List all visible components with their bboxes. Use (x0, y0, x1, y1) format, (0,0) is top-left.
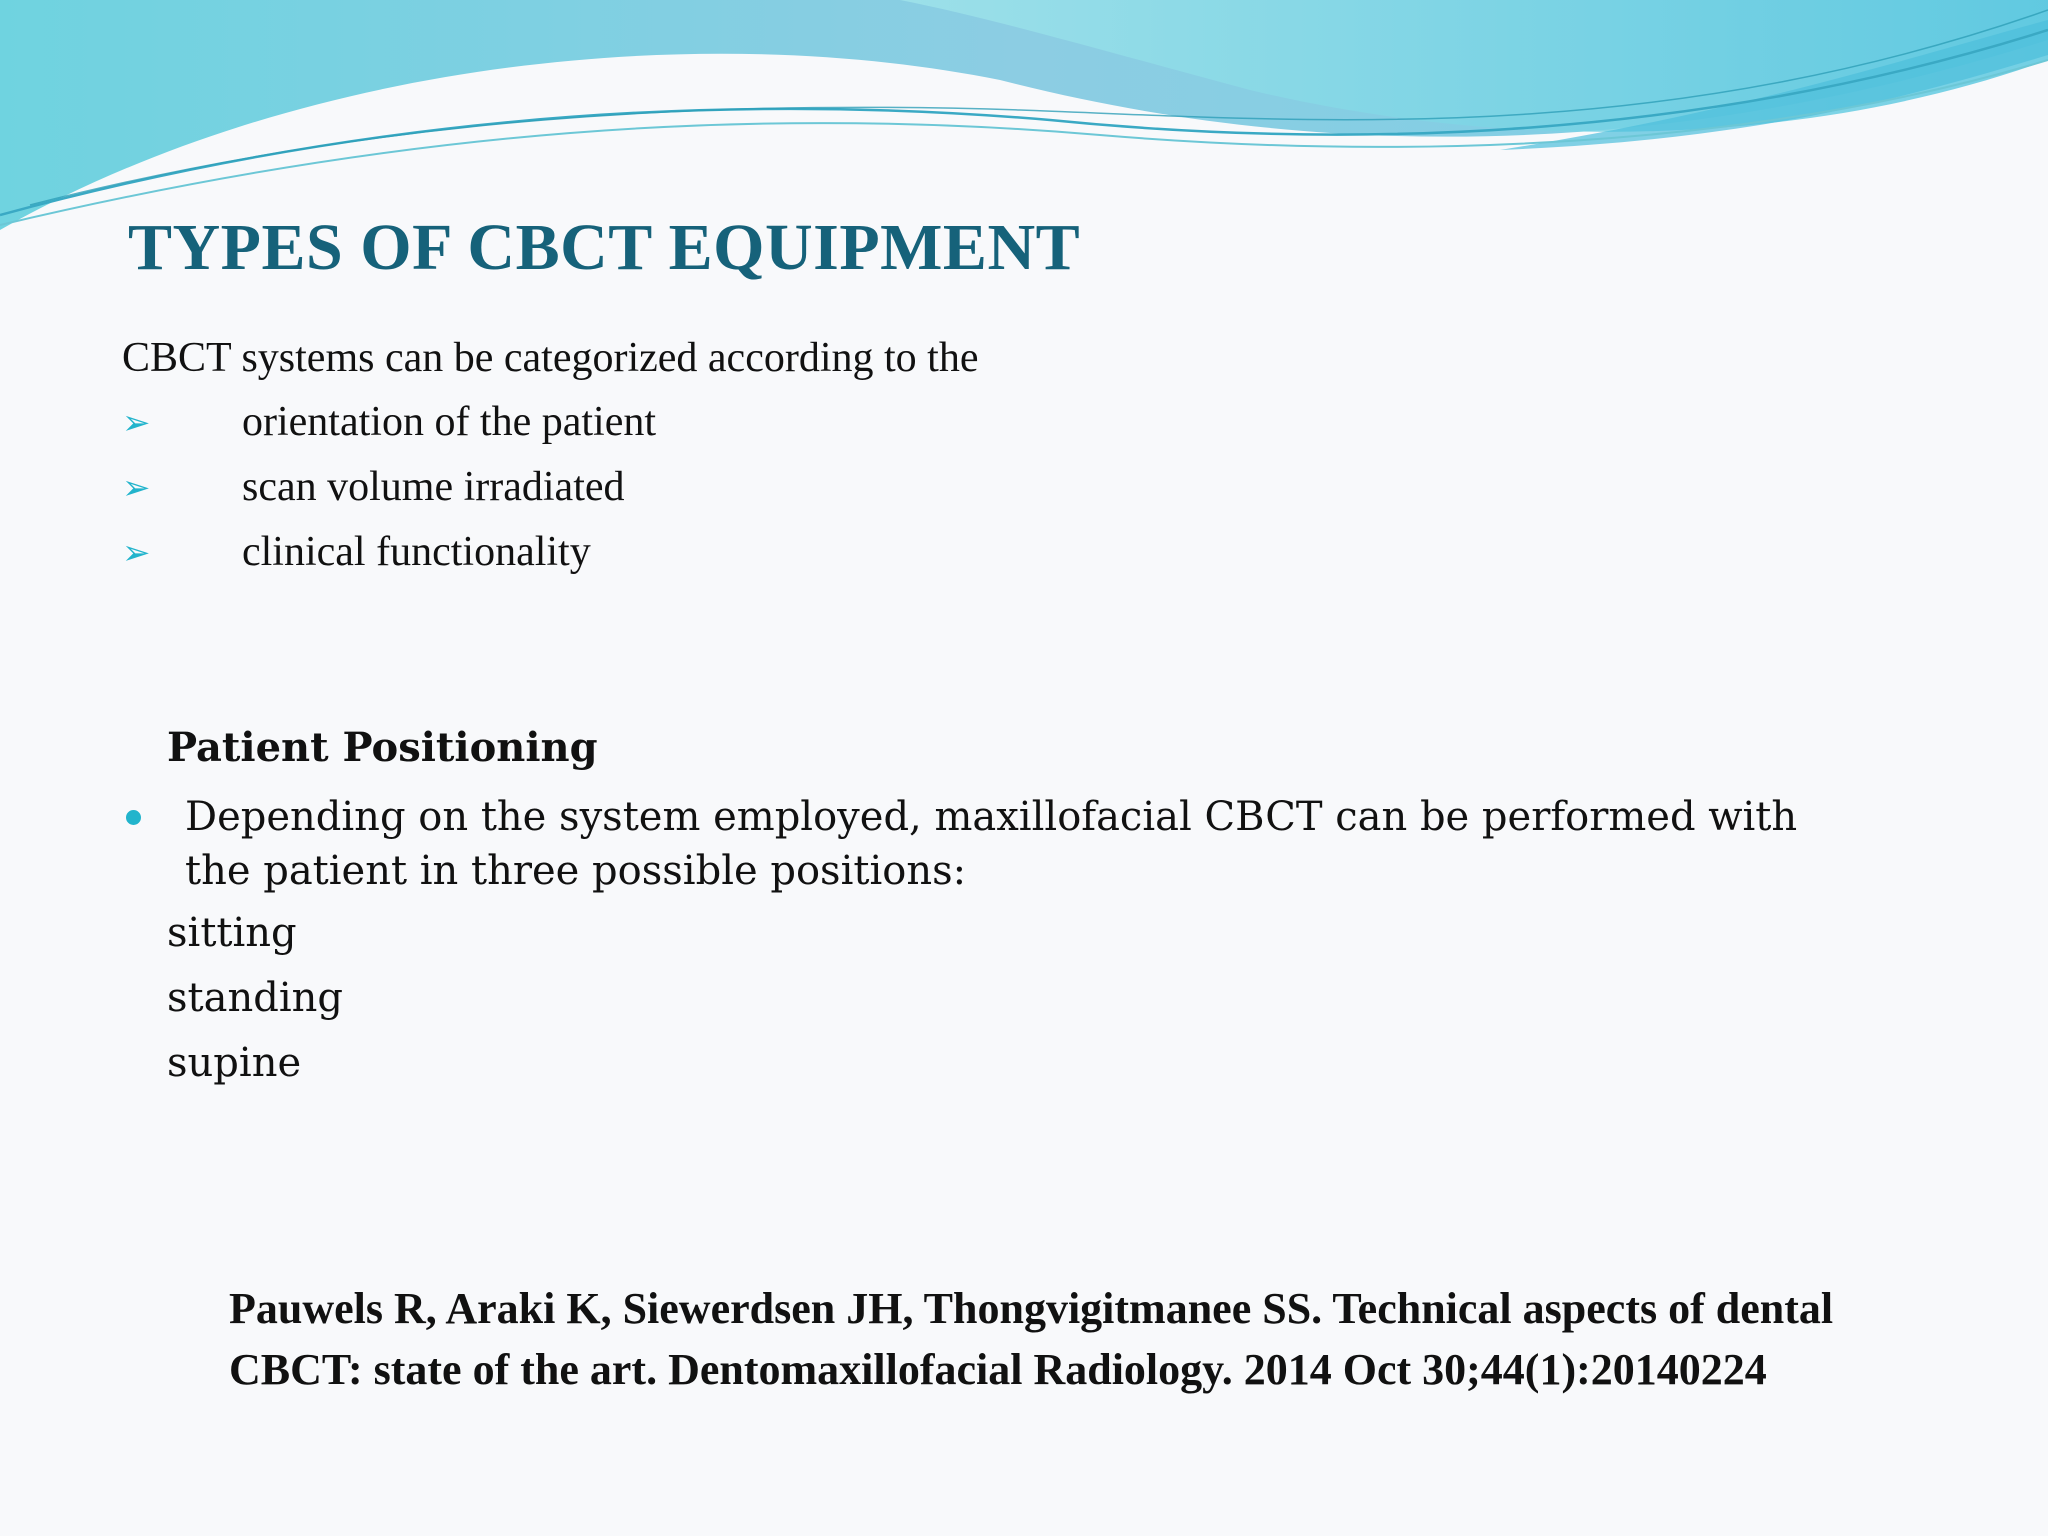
criteria-item-label: clinical functionality (242, 529, 591, 575)
intro-text: CBCT systems can be categorized according to the (122, 335, 979, 381)
slide-title: TYPES OF CBCT EQUIPMENT (128, 211, 1081, 284)
arrow-bullet-icon: ➢ (122, 405, 151, 442)
arrow-bullet-icon: ➢ (122, 535, 151, 572)
dot-bullet-icon (126, 810, 141, 825)
positioning-bullet (126, 790, 1846, 898)
criteria-item (122, 463, 656, 528)
positioning-heading: Patient Positioning (167, 724, 598, 771)
reference-citation: Pauwels R, Araki K, Siewerdsen JH, Thongvigitmanee SS. Technical aspects of dental CBCT: state of the art. Dentomaxillofacial Radiology. 2014 Oct 30;44(1):20140224 (229, 1284, 1834, 1394)
criteria-list (122, 398, 656, 593)
position-item: supine (167, 1040, 302, 1086)
arrow-bullet-icon: ➢ (122, 470, 151, 507)
criteria-item-label: orientation of the patient (242, 399, 657, 445)
position-item: sitting (167, 910, 297, 956)
criteria-item-label: scan volume irradiated (242, 464, 625, 510)
criteria-item (122, 528, 656, 593)
criteria-item (122, 398, 656, 463)
positioning-bullet-text: Depending on the system employed, maxillofacial CBCT can be performed with the patient in three possible positions: (185, 794, 1798, 894)
position-item: standing (167, 975, 343, 1021)
positions-list (167, 910, 343, 1105)
